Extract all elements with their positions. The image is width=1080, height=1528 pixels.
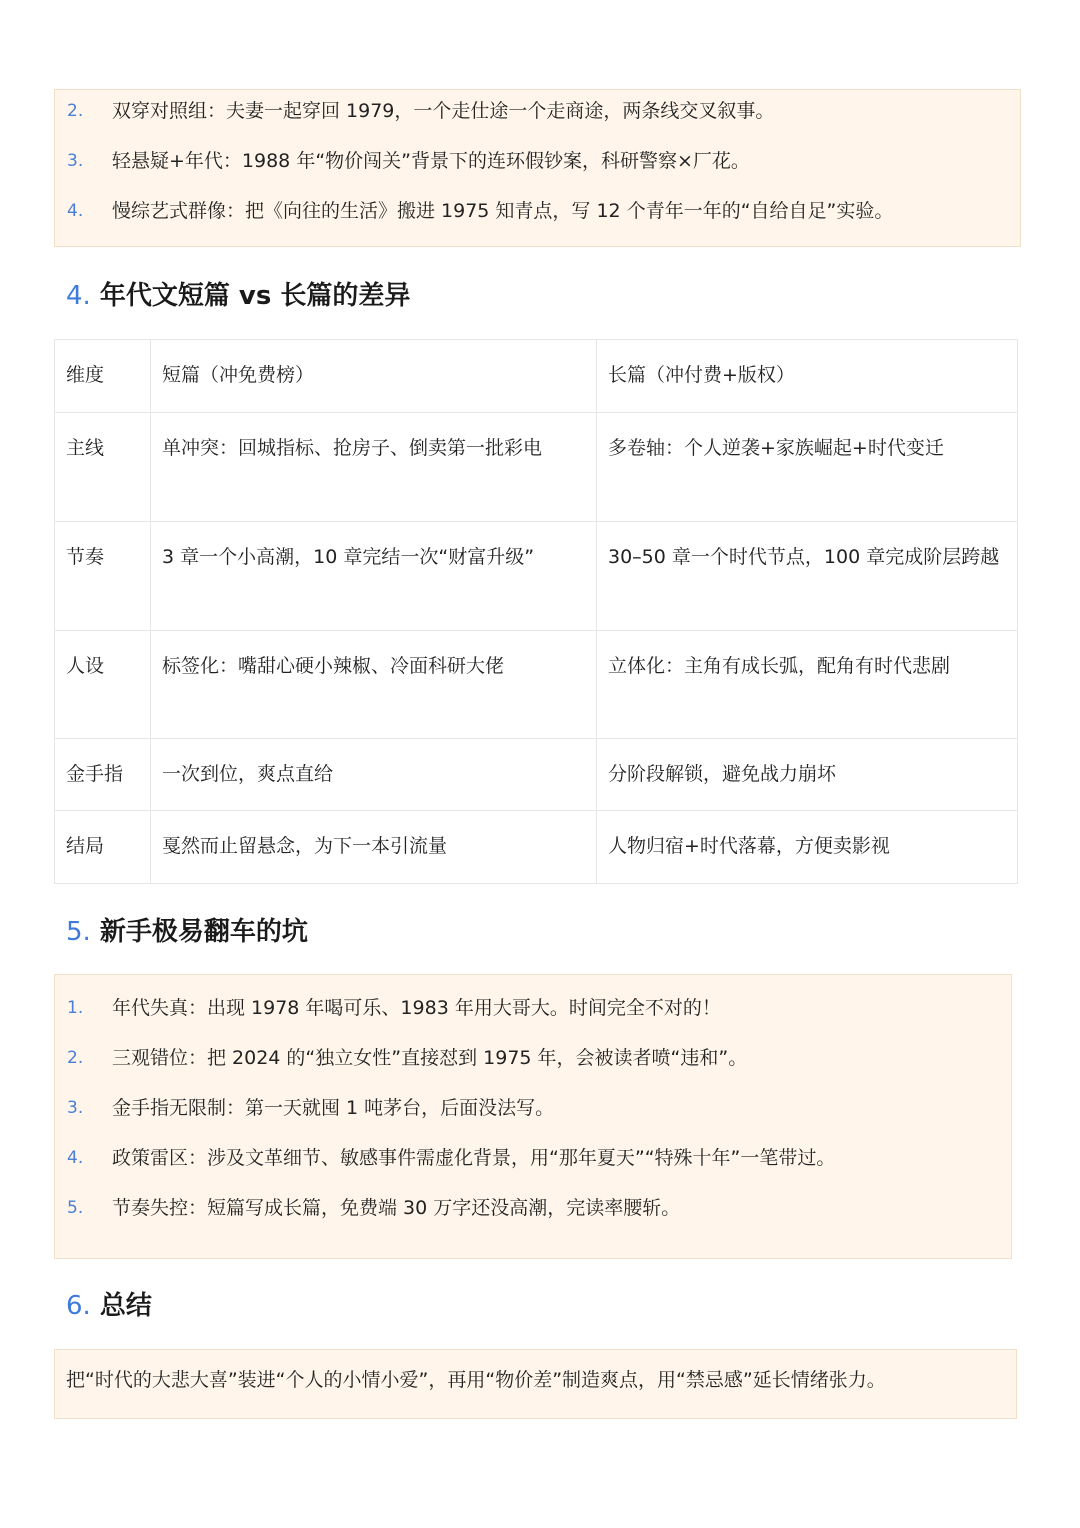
- comparison-table: [54, 339, 1018, 884]
- table-row: [55, 631, 1018, 739]
- table-cell: 标签化：嘴甜心硬小辣椒、冷面科研大佬: [151, 631, 597, 739]
- list-item-number: 3.: [67, 1098, 84, 1118]
- list-item-number: 1.: [67, 998, 84, 1018]
- table-row: [55, 811, 1018, 884]
- list-item-number: 4.: [67, 201, 84, 221]
- ideas-callout: [54, 89, 1021, 247]
- list-item-text: 政策雷区：涉及文革细节、敏感事件需虚化背景，用“那年夏天”“特殊十年”一笔带过。: [112, 1147, 836, 1169]
- table-cell: 戛然而止留悬念，为下一本引流量: [151, 811, 597, 884]
- section-title: 总结: [99, 1291, 152, 1321]
- list-item-text: 慢综艺式群像：把《向往的生活》搬进 1975 知青点，写 12 个青年一年的“自给自足”实验。: [112, 200, 894, 222]
- table-cell: 立体化：主角有成长弧，配角有时代悲剧: [597, 631, 1018, 739]
- table-cell: 人设: [55, 631, 151, 739]
- table-row: [55, 522, 1018, 631]
- section-heading-comparison: [66, 278, 410, 314]
- list-item: [55, 146, 1020, 176]
- table-cell: 结局: [55, 811, 151, 884]
- table-cell: 30–50 章一个时代节点，100 章完成阶层跨越: [597, 522, 1018, 631]
- list-item: [55, 1093, 1011, 1123]
- list-item-text: 节奏失控：短篇写成长篇，免费端 30 万字还没高潮，完读率腰斩。: [112, 1197, 681, 1219]
- list-item-number: 5.: [67, 1198, 84, 1218]
- table-header-cell: 维度: [55, 340, 151, 413]
- table-header-cell: 短篇（冲免费榜）: [151, 340, 597, 413]
- table-cell: 金手指: [55, 739, 151, 811]
- section-heading-summary: [66, 1288, 152, 1324]
- table-header-cell: 长篇（冲付费+版权）: [597, 340, 1018, 413]
- section-heading-pitfalls: [66, 914, 308, 950]
- list-item-number: 2.: [67, 101, 84, 121]
- table-row: [55, 739, 1018, 811]
- table-row: [55, 413, 1018, 522]
- table-cell: 人物归宿+时代落幕，方便卖影视: [597, 811, 1018, 884]
- list-item-text: 轻悬疑+年代：1988 年“物价闯关”背景下的连环假钞案，科研警察×厂花。: [112, 150, 750, 172]
- table-cell: 主线: [55, 413, 151, 522]
- list-item: [55, 1043, 1011, 1073]
- list-item-text: 双穿对照组：夫妻一起穿回 1979，一个走仕途一个走商途，两条线交叉叙事。: [112, 100, 775, 122]
- list-item-text: 三观错位：把 2024 的“独立女性”直接怼到 1975 年，会被读者喷“违和”。: [112, 1047, 748, 1069]
- summary-callout: [54, 1349, 1017, 1419]
- list-item: [55, 196, 1020, 226]
- list-item: [55, 96, 1020, 126]
- section-title: 新手极易翻车的坑: [99, 917, 308, 947]
- list-item-number: 3.: [67, 151, 84, 171]
- pitfalls-callout: [54, 974, 1012, 1259]
- summary-text: 把“时代的大悲大喜”装进“个人的小情小爱”，再用“物价差”制造爽点，用“禁忌感”延长情绪张力。: [66, 1369, 886, 1391]
- table-cell: 分阶段解锁，避免战力崩坏: [597, 739, 1018, 811]
- section-number: 5.: [66, 917, 91, 947]
- table-cell: 多卷轴：个人逆袭+家族崛起+时代变迁: [597, 413, 1018, 522]
- list-item: [55, 1193, 1011, 1223]
- list-item-number: 2.: [67, 1048, 84, 1068]
- list-item-text: 金手指无限制：第一天就囤 1 吨茅台，后面没法写。: [112, 1097, 555, 1119]
- section-number: 6.: [66, 1291, 91, 1321]
- table-cell: 一次到位，爽点直给: [151, 739, 597, 811]
- table-cell: 3 章一个小高潮，10 章完结一次“财富升级”: [151, 522, 597, 631]
- list-item: [55, 993, 1011, 1023]
- table-header-row: [55, 340, 1018, 413]
- list-item-text: 年代失真：出现 1978 年喝可乐、1983 年用大哥大。时间完全不对的！: [112, 997, 721, 1019]
- table-cell: 单冲突：回城指标、抢房子、倒卖第一批彩电: [151, 413, 597, 522]
- table-cell: 节奏: [55, 522, 151, 631]
- list-item: [55, 1143, 1011, 1173]
- list-item-number: 4.: [67, 1148, 84, 1168]
- section-title: 年代文短篇 vs 长篇的差异: [99, 281, 411, 311]
- section-number: 4.: [66, 281, 91, 311]
